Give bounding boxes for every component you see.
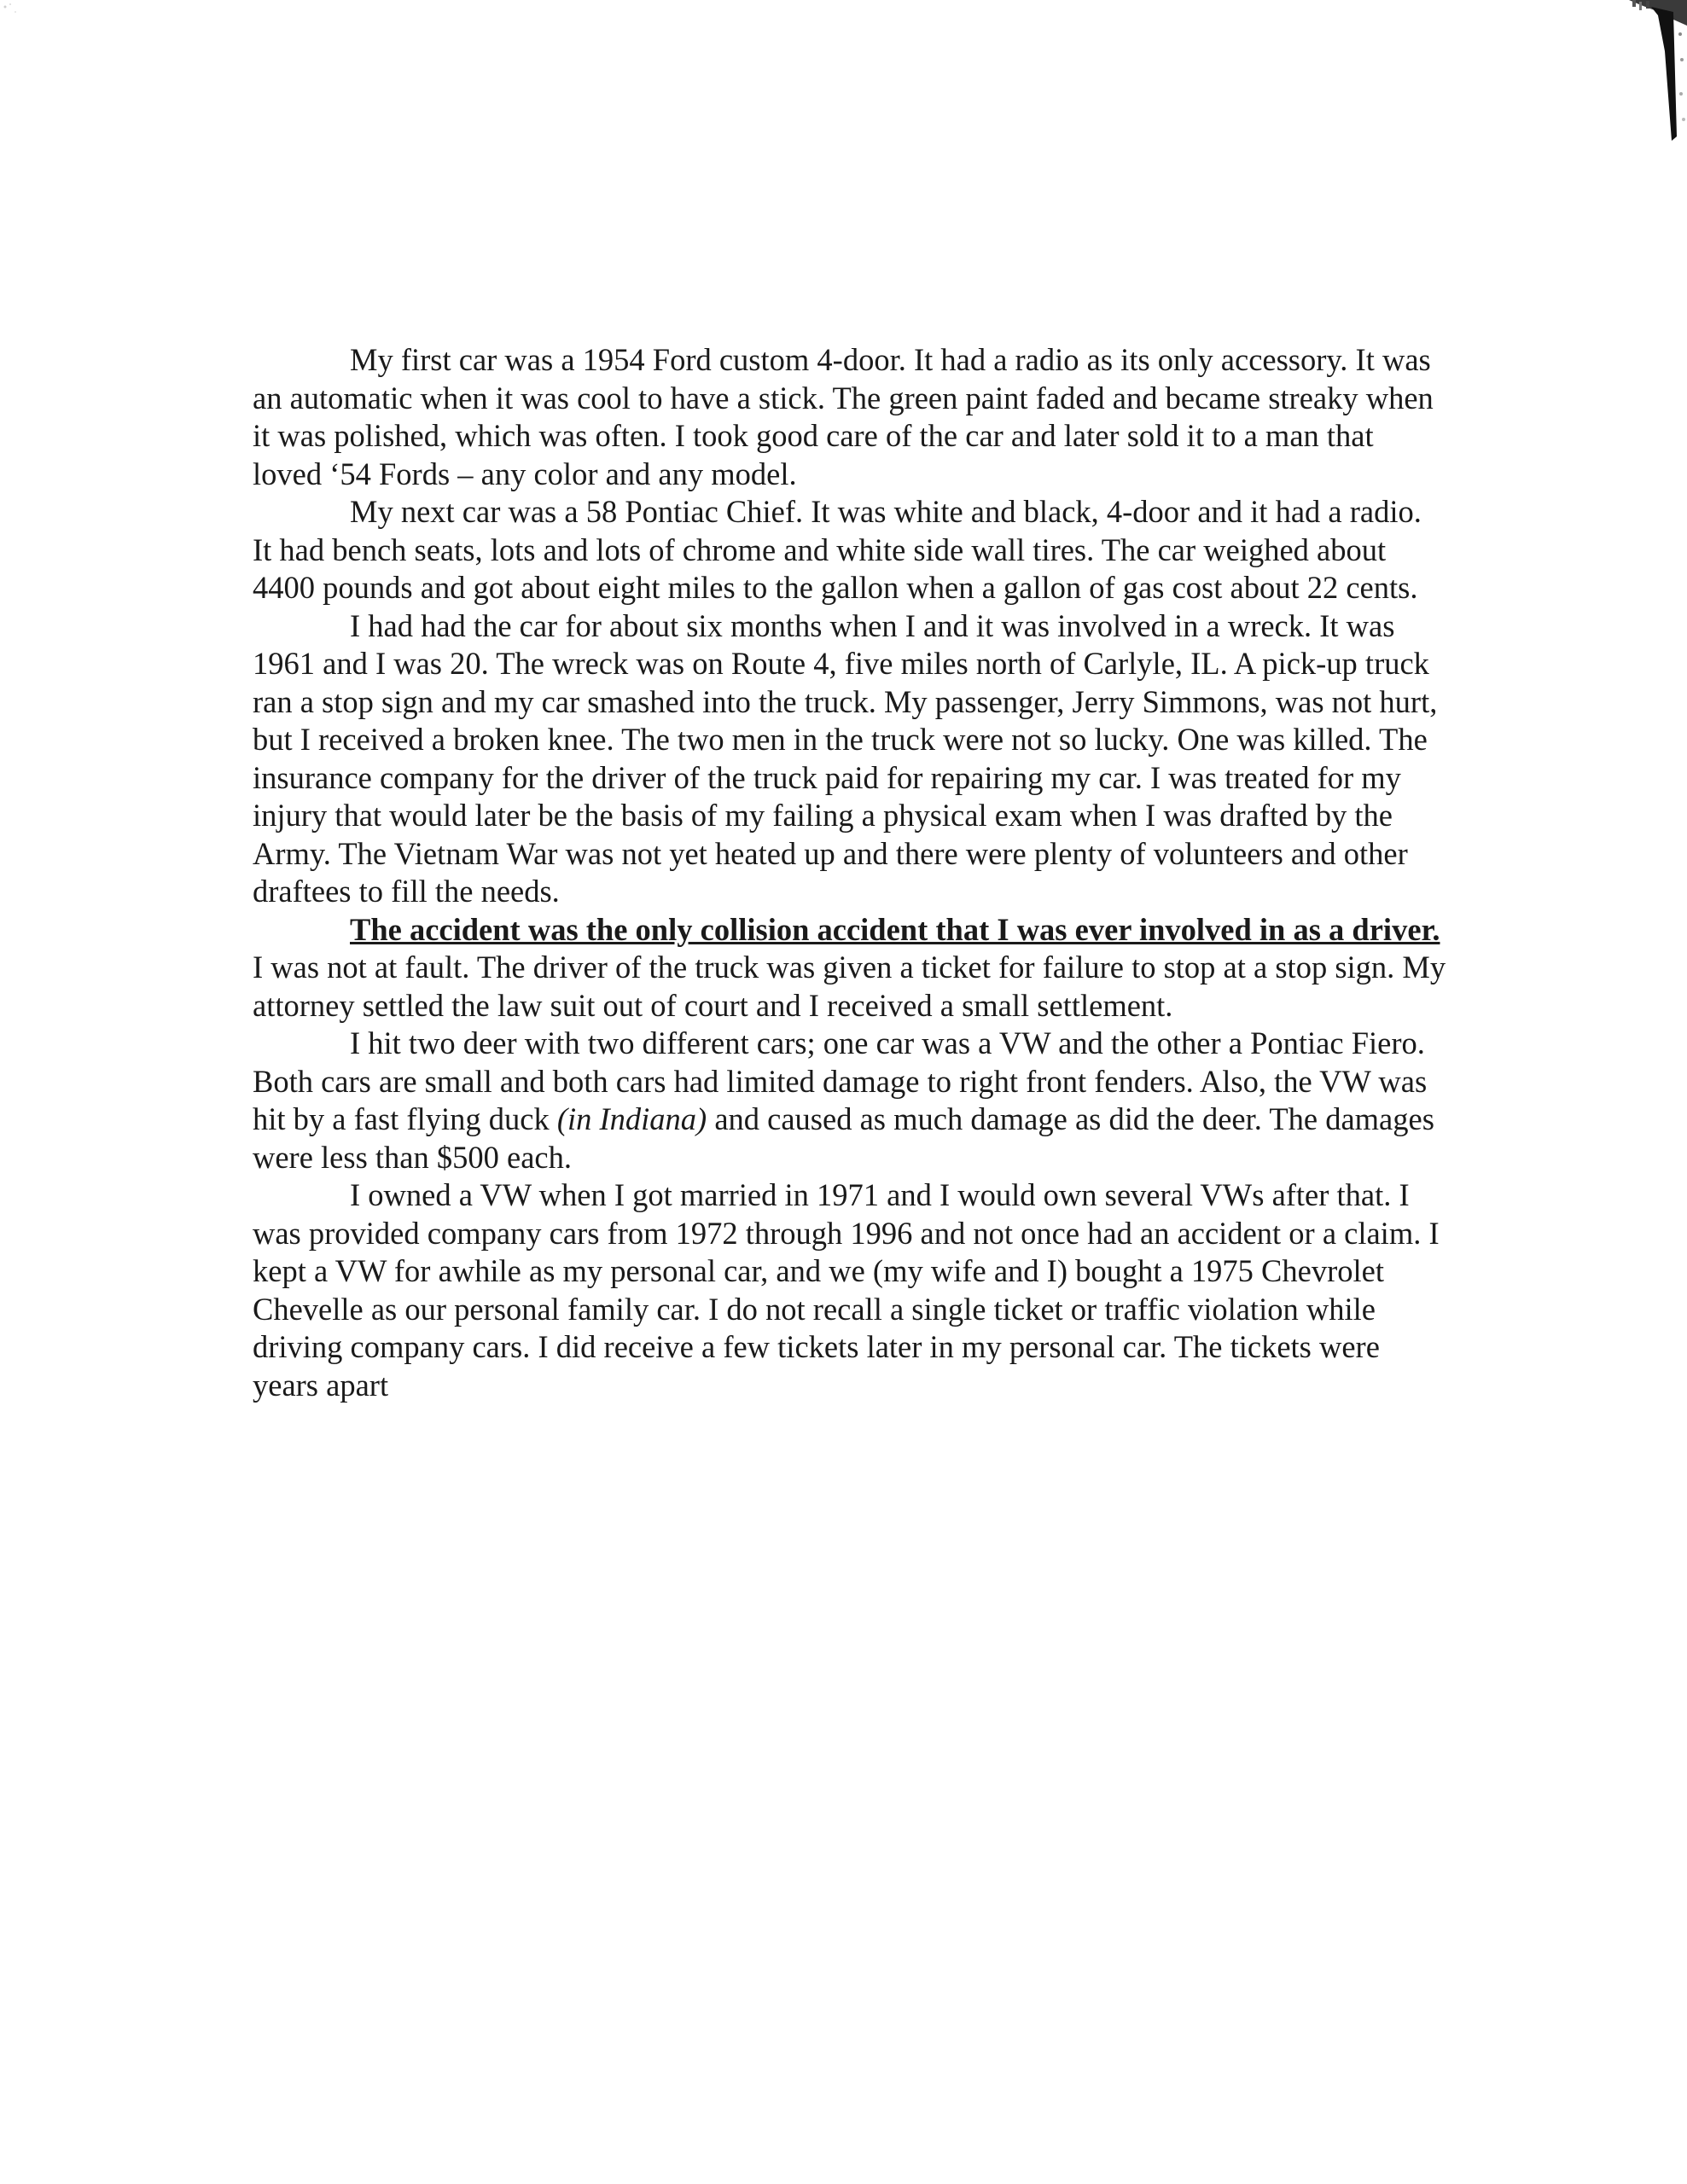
paragraph-first-car bbox=[253, 341, 1447, 493]
letter-body bbox=[253, 341, 1447, 1404]
paragraph-text: My first car was a 1954 Ford custom 4-door. It had a radio as its only accessory. It was an automatic when it was cool to have a stick. The green paint faded and became streaky when it was polished, which was often. I took good care of the car and later sold it to a man that loved ‘54 Fords – any color and any model. bbox=[253, 342, 1434, 491]
paragraph-deer bbox=[253, 1025, 1447, 1176]
paragraph-text: My next car was a 58 Pontiac Chief. It was white and black, 4-door and it had a radio. It had bench seats, lots and lots of chrome and white side wall tires. The car weighed about 4400 pounds and got about eight miles to the gallon when a gallon of gas cost about 22 cents. bbox=[253, 494, 1422, 605]
paragraph-text: and caused as much damage as did the deer. The damages were less than $500 each. bbox=[253, 1101, 1434, 1175]
italic-location: (in Indiana) bbox=[556, 1101, 707, 1136]
emphasized-statement: The accident was the only collision accident that I was ever involved in as a driver. bbox=[350, 911, 1440, 947]
paragraph-text: I hit two deer with two different cars; one car was a VW and the other a Pontiac Fiero. Both cars are small and both cars had limited damage to right front fenders. Also, the VW was hit by a fast flying duck bbox=[253, 1025, 1428, 1136]
paragraph-text: I was not at fault. The driver of the truck was given a ticket for failure to stop at a stop sign. My attorney settled the law suit out of court and I received a small settlement. bbox=[253, 950, 1446, 1023]
scan-smudge-top-left bbox=[0, 0, 34, 26]
paragraph-text: I owned a VW when I got married in 1971 and I would own several VWs after that. I was provided company cars from 1972 through 1996 and not once had an accident or a claim. I kept a VW for awhile as my personal car, and we (my wife and I) bought a 1975 Chevrolet Chevelle as our personal family car. I do not recall a single ticket or traffic violation while driving company cars. I did receive a few tickets later in my personal car. The tickets were years apart bbox=[253, 1177, 1440, 1403]
paragraph-only-accident bbox=[253, 911, 1447, 1025]
paragraph-second-car bbox=[253, 493, 1447, 607]
scan-edge-artifact bbox=[1620, 0, 1687, 141]
paragraph-text: I had had the car for about six months when I and it was involved in a wreck. It was 1961 and I was 20. The wreck was on Route 4, five miles north of Carlyle, IL. A pick-up truck ran a stop sign and my car smashed into the truck. My passenger, Jerry Simmons, was not hurt, but I received a broken knee. The two men in the truck were not so lucky. One was killed. The insurance company for the driver of the truck paid for repairing my car. I was treated for my injury that would later be the basis of my failing a physical exam when I was drafted by the Army. The Vietnam War was not yet heated up and there were plenty of volunteers and other draftees to fill the needs. bbox=[253, 607, 1438, 909]
paragraph-wreck bbox=[253, 607, 1447, 911]
paragraph-company-cars bbox=[253, 1176, 1447, 1404]
